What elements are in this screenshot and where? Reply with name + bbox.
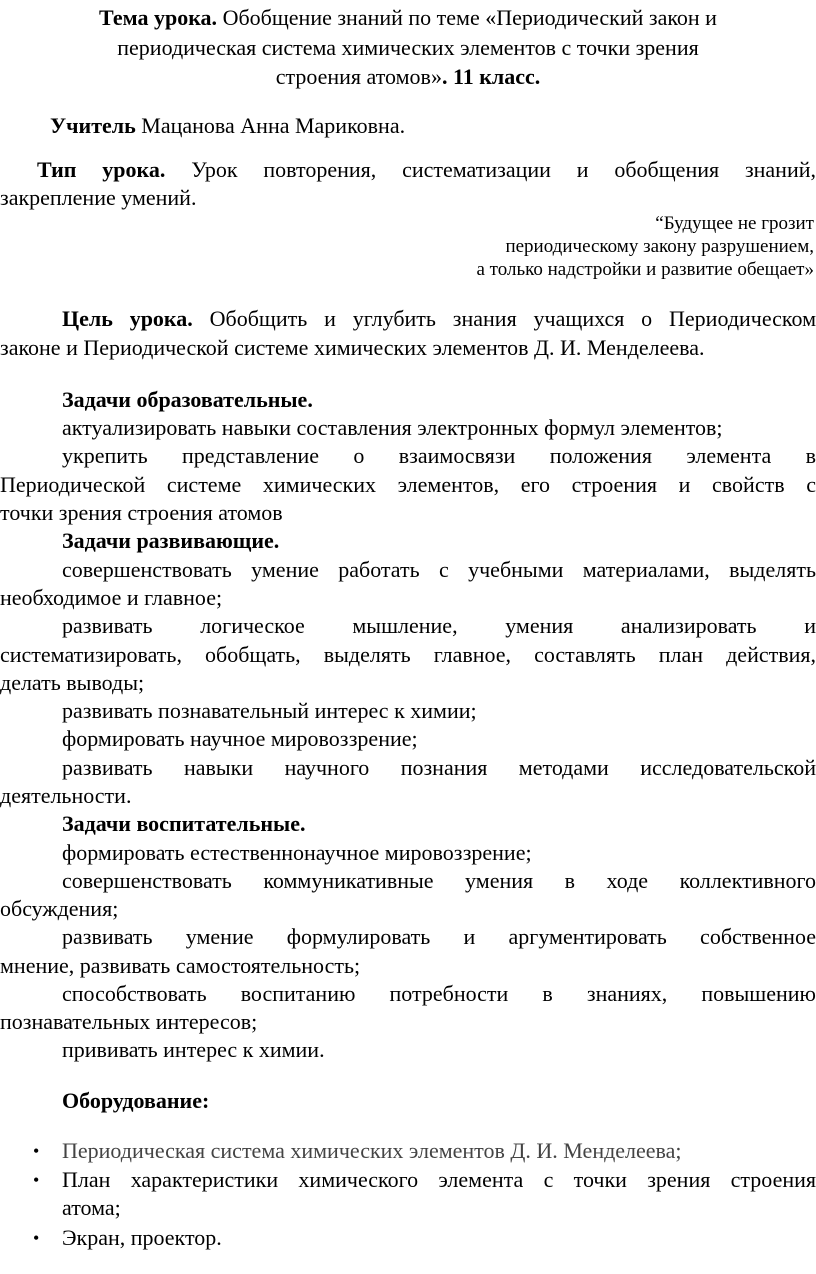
educational-item: Периодической системе химических элементов, его строения и свойств с: [0, 472, 816, 497]
developmental-item: делать выводы;: [0, 670, 145, 695]
bullet-icon: •: [33, 1170, 40, 1190]
educational-item: актуализировать навыки составления электронных формул элементов;: [62, 415, 723, 440]
goal-text-1: Обобщить и углубить знания учащихся о Периодическом: [209, 306, 816, 331]
topic-line-1: [0, 4, 816, 32]
lesson-type-line-2: закрепление умений.: [0, 185, 197, 210]
grade-label: . 11 класс.: [441, 64, 541, 89]
upbringing-item: совершенствовать коммуникативные умения в ходе коллективного: [62, 868, 816, 893]
epigraph-line-1: “Будущее не грозит: [655, 213, 814, 234]
upbringing-item: мнение, развивать самостоятельность;: [0, 953, 361, 978]
upbringing-item: обсуждения;: [0, 896, 119, 921]
upbringing-item: развивать умение формулировать и аргументировать собственное: [62, 924, 816, 949]
topic-text-1: Обобщение знаний по теме «Периодический закон и: [222, 5, 717, 30]
developmental-item: развивать навыки научного познания методами исследовательской: [62, 755, 816, 780]
goal-line-2: законе и Периодической системе химических элементов Д. И. Менделеева.: [0, 335, 705, 360]
developmental-item: формировать научное мировоззрение;: [62, 726, 418, 751]
equipment-item: Периодическая система химических элементов Д. И. Менделеева;: [62, 1138, 682, 1163]
bullet-icon: •: [33, 1228, 40, 1248]
teacher-label: Учитель: [50, 113, 136, 138]
bullet-icon: •: [33, 1141, 40, 1161]
upbringing-item: познавательных интересов;: [0, 1009, 258, 1034]
goal-label: Цель урока.: [62, 306, 193, 331]
equipment-item: атома;: [62, 1195, 121, 1220]
epigraph-line-3: а только надстройки и развитие обещает»: [476, 259, 814, 280]
developmental-item: совершенствовать умение работать с учебными материалами, выделять: [62, 557, 816, 582]
equipment-heading: Оборудование:: [62, 1088, 210, 1113]
educational-item: укрепить представление о взаимосвязи положения элемента в: [62, 443, 816, 468]
epigraph-line-2: периодическому закону разрушением,: [505, 236, 814, 257]
lesson-type-label: Тип урока.: [37, 157, 166, 182]
teacher-name: Мацанова Анна Мариковна.: [141, 113, 406, 138]
lesson-type-text-1: Урок повторения, систематизации и обобщения знаний,: [191, 157, 816, 182]
educational-item: точки зрения строения атомов: [0, 500, 283, 525]
topic-line-3: [0, 63, 816, 91]
developmental-item: развивать познавательный интерес к химии;: [62, 698, 477, 723]
upbringing-item: прививать интерес к химии.: [62, 1037, 325, 1062]
upbringing-heading: Задачи воспитательные.: [62, 811, 306, 836]
developmental-item: необходимое и главное;: [0, 585, 223, 610]
upbringing-item: способствовать воспитанию потребности в знаниях, повышению: [62, 981, 816, 1006]
developmental-item: систематизировать, обобщать, выделять главное, составлять план действия,: [0, 642, 816, 667]
developmental-heading: Задачи развивающие.: [62, 528, 280, 553]
developmental-item: развивать логическое мышление, умения анализировать и: [62, 613, 816, 638]
equipment-item: Экран, проектор.: [62, 1225, 222, 1250]
developmental-item: деятельности.: [0, 783, 132, 808]
lesson-type-line-1: [37, 156, 816, 184]
topic-label: Тема урока.: [99, 5, 218, 30]
upbringing-item: формировать естественнонаучное мировоззрение;: [62, 840, 532, 865]
teacher-line: [50, 112, 816, 140]
educational-heading: Задачи образовательные.: [62, 387, 313, 412]
topic-line-2: периодическая система химических элементов с точки зрения: [117, 35, 699, 60]
goal-line-1: [62, 305, 816, 333]
topic-text-3: строения атомов»: [275, 64, 442, 89]
equipment-item: План характеристики химического элемента с точки зрения строения: [62, 1167, 816, 1192]
